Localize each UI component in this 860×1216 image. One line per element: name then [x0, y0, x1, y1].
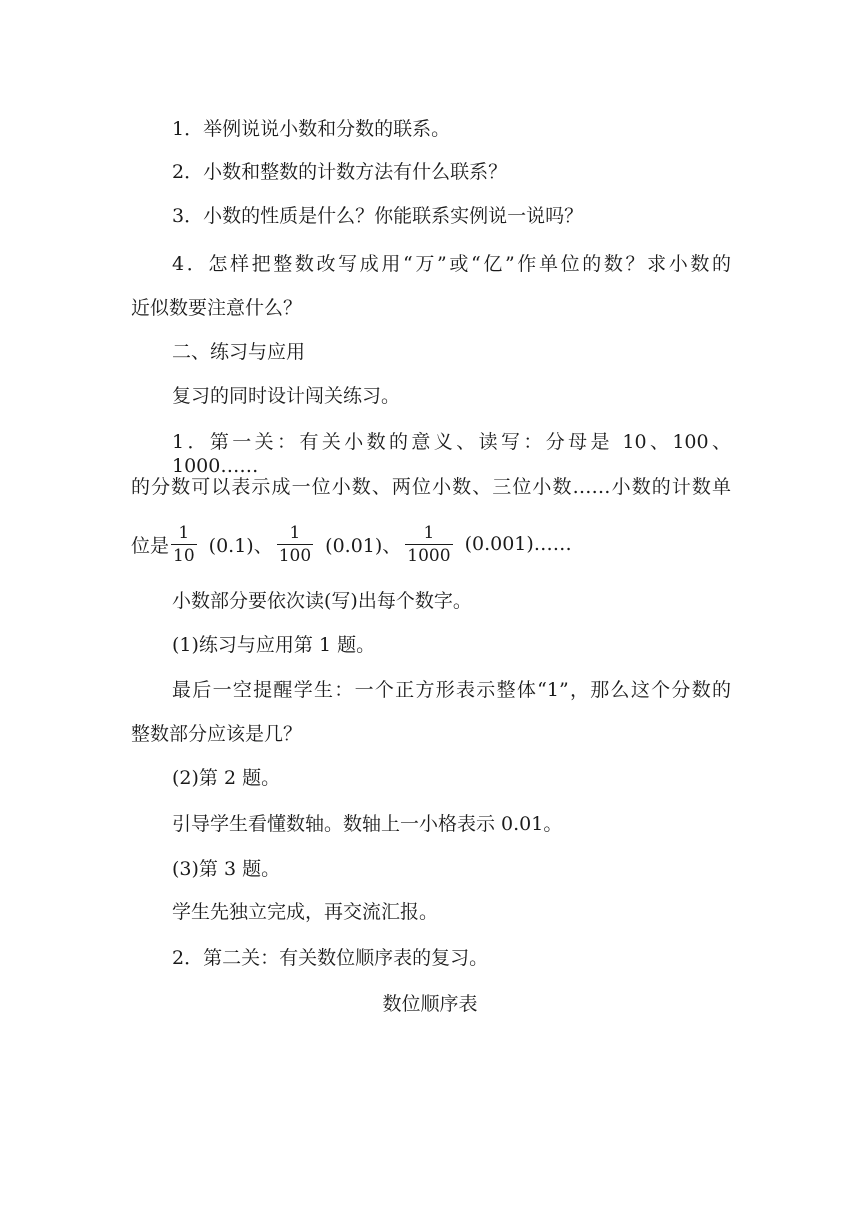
exercise-1-title: (1)练习与应用第 1 题。 — [172, 634, 376, 656]
exercise-2-title: (2)第 2 题。 — [172, 767, 281, 789]
fraction-denominator: 10 — [173, 545, 195, 566]
decimal-equivalent: (0.1)、 — [208, 534, 273, 557]
exercise-1-desc-line2: 整数部分应该是几？ — [131, 723, 303, 745]
fraction-numerator: 1 — [289, 522, 301, 543]
review-question-4: 4．怎样把整数改写成用“万”或“亿”作单位的数？求小数的 — [172, 253, 731, 275]
exercise-1-desc-line1: 最后一空提醒学生：一个正方形表示整体“1”，那么这个分数的 — [172, 679, 731, 701]
review-question-1: 1．举例说说小数和分数的联系。 — [172, 118, 451, 140]
review-question-2: 2．小数和整数的计数方法有什么联系？ — [172, 161, 508, 183]
level1-line1: 1．第一关：有关小数的意义、读写：分母是 10、100、1000…… — [172, 431, 731, 477]
fraction-numerator: 1 — [423, 522, 435, 543]
table-caption: 数位顺序表 — [382, 993, 478, 1015]
counting-unit-fractions — [131, 516, 574, 572]
fraction-denominator: 1000 — [407, 545, 451, 566]
fraction-numerator: 1 — [178, 522, 190, 543]
review-question-4-continued: 近似数要注意什么？ — [131, 297, 303, 319]
fraction-one-tenth — [171, 522, 197, 567]
fraction-one-hundredth — [277, 522, 313, 567]
level2-heading: 2．第二关：有关数位顺序表的复习。 — [172, 947, 489, 969]
level1-note: 小数部分要依次读(写)出每个数字。 — [172, 590, 472, 612]
intro-text: 复习的同时设计闯关练习。 — [172, 385, 401, 407]
exercise-2-desc: 引导学生看懂数轴。数轴上一小格表示 0.01。 — [172, 813, 563, 835]
exercise-3-title: (3)第 3 题。 — [172, 858, 281, 880]
decimal-equivalent: (0.01)、 — [325, 534, 402, 557]
review-question-3: 3．小数的性质是什么？你能联系实例说一说吗？ — [172, 205, 584, 227]
section-heading: 二、练习与应用 — [172, 341, 306, 363]
decimal-equivalent: (0.001)…… — [464, 533, 572, 555]
level1-line2: 的分数可以表示成一位小数、两位小数、三位小数……小数的计数单 — [131, 476, 731, 498]
counting-unit-prefix: 位是 — [131, 534, 170, 557]
fraction-one-thousandth — [405, 522, 452, 567]
exercise-3-desc: 学生先独立完成，再交流汇报。 — [172, 901, 439, 923]
fraction-denominator: 100 — [278, 545, 312, 566]
